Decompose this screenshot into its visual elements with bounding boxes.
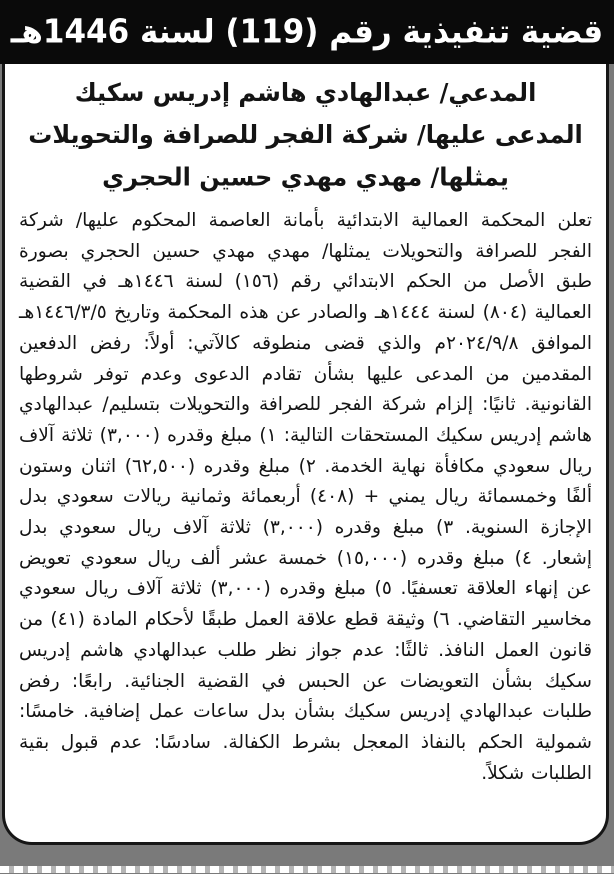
- notice-panel: [2, 64, 609, 845]
- party-representative: يمثلها/ مهدي مهدي حسين الحجري: [102, 162, 509, 192]
- perforation-strip: [0, 866, 614, 873]
- case-title: قضية تنفيذية رقم (119) لسنة 1446هـ: [10, 13, 604, 51]
- party-defendant: المدعى عليها/ شركة الفجر للصرافة والتحويلات: [28, 120, 583, 150]
- parties-block: [18, 70, 593, 201]
- notice-body-text: تعلن المحكمة العمالية الابتدائية بأمانة العاصمة المحكوم عليها/ شركة الفجر للصرافة والتحويلات يمثلها/ مهدي مهدي حسين الحجري بصورة طبق الأصل من الحكم الابتدائي رقم (١٥٦) لسنة ١٤٤٦هـ في القضية العمالية (٨٠٤) لسنة ١٤٤٤هـ والصادر عن هذه المحكمة وتاريخ ١٤٤٦/٣/٥هـ الموافق ٢٠٢٤/٩/٨م والذي قضى منطوقه كالآتي: أولاً: رفض الدفعين المقدمين من المدعى عليها بشأن تقادم الدعوى وعدم توفر شروطها القانونية. ثانيًا: إلزام شركة الفجر للصرافة والتحويلات بتسليم/ عبدالهادي هاشم إدريس سكيك المستحقات التالية: ١) مبلغ وقدره (٣,٠٠٠) ثلاثة آلاف ريال سعودي مكافأة نهاية الخدمة. ٢) مبلغ وقدره (٦٢,٥٠٠) اثنان وستون ألفًا وخمسمائة ريال يمني + (٤٠٨) أربعمائة وثمانية ريالات سعودي بدل الإجازة السنوية. ٣) مبلغ وقدره (٣,٠٠٠) ثلاثة آلاف ريال سعودي بدل إشعار. ٤) مبلغ وقدره (١٥,٠٠٠) خمسة عشر ألف ريال سعودي تعويض عن إنهاء العلاقة تعسفيًا. ٥) مبلغ وقدره (٣,٠٠٠) ثلاثة آلاف ريال سعودي مخاسير التقاضي. ٦) وثيقة قطع علاقة العمل طبقًا لأحكام المادة (٤١) من قانون العمل النافذ. ثالثًا: عدم جواز نظر طلب عبدالهادي هاشم إدريس سكيك بشأن التعويضات عن الحبس في القضية الجنائية. رابعًا: رفض طلبات عبدالهادي إدريس سكيك بشأن بدل ساعات عمل إضافية. خامسًا: شمولية الحكم بالنفاذ المعجل بشرط الكفالة. سادسًا: عدم قبول بقية الطلبات شكلاً.: [19, 210, 593, 784]
- title-band: [0, 0, 614, 64]
- party-plaintiff: المدعي/ عبدالهادي هاشم إدريس سكيك: [74, 78, 537, 108]
